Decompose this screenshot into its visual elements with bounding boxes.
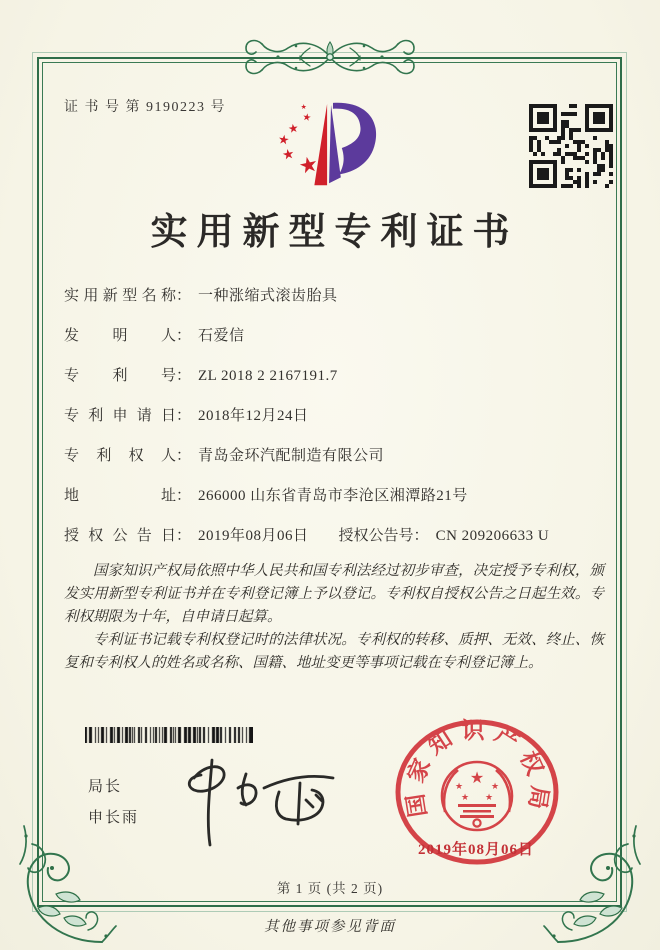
certificate-number: 证 书 号 第 9190223 号 [64,100,226,115]
field-row-patentee: 专利权人： 青岛金环汽配制造有限公司 [64,444,610,484]
star-icon: ★ [484,793,494,803]
legal-text [64,560,604,675]
logo-purple-spike [329,105,341,183]
star-icon: ★ [301,111,313,125]
field-value: 石爱信 [198,328,245,344]
field-row-inventor: 发明人： 石爱信 [64,324,610,364]
seal-text: 国家知识产权局 [401,717,553,819]
star-icon: ★ [280,145,296,164]
signer-title: 局长 [88,778,123,795]
field-label: 专利申请日 [64,408,176,424]
signer-name: 申长雨 [88,809,140,826]
field-label: 地址 [64,488,176,504]
star-icon: ★ [276,132,291,149]
field-value: ZL 2018 2 2167191.7 [198,368,338,384]
body-paragraph: 国家知识产权局依照中华人民共和国专利法经过初步审查，决定授予专利权，颁发实用新型专利证书并在专利登记簿上予以登记。专利权自授权公告之日起生效。专利权期限为十年，自申请日起算。 [64,563,604,625]
field-value: 一种涨缩式滚齿胎具 [198,288,338,304]
grant-no-group: 授权公告号： CN 209206633 U [338,528,550,544]
cnipa-logo [268,97,396,195]
star-icon: ★ [469,768,485,787]
national-emblem [442,762,512,830]
star-icon: ★ [296,151,321,180]
field-value: 2018年12月24日 [198,408,309,424]
field-label: 授权公告号 [338,528,414,544]
star-icon: ★ [460,793,470,803]
field-row-filing-date: 专利申请日： 2018年12月24日 [64,404,610,444]
field-value: 2019年08月06日 [198,528,309,544]
field-list [64,284,610,564]
signer-block [88,771,139,833]
certificate-title: 实用新型专利证书 [150,212,519,253]
qr-code [529,104,613,188]
field-label: 发明人 [64,328,176,344]
field-row-patent-no: 专利号： ZL 2018 2 2167191.7 [64,364,610,404]
star-icon: ★ [287,120,300,137]
signature-shen-changyu [160,748,375,848]
star-icon: ★ [490,782,500,792]
field-label: 专利号 [64,368,176,384]
field-label: 实用新型名称 [64,288,176,304]
seal-date: 2019年08月06日 [417,842,534,858]
star-icon: ★ [300,102,307,111]
star-icon: ★ [454,782,464,792]
barcode [85,727,253,743]
field-label: 专利权人 [64,448,176,464]
page-number: 第 1 页 (共 2 页) [276,881,384,896]
logo-p-swoosh [333,103,376,175]
field-value: CN 209206633 U [435,528,550,544]
body-paragraph: 专利证书记载专利权登记时的法律状况。专利权的转移、质押、无效、终止、恢复和专利权人的姓名或名称、国籍、地址变更等事项记载在专利登记簿上。 [64,632,604,671]
field-row-address: 地址： 266000 山东省青岛市李沧区湘潭路21号 [64,484,610,524]
logo-stars [277,103,321,180]
field-label: 授权公告日 [64,528,176,544]
field-value: 266000 山东省青岛市李沧区湘潭路21号 [198,488,468,504]
field-row-grant: 授权公告日： 2019年08月06日 授权公告号： CN 209206633 U [64,524,610,564]
field-value: 青岛金环汽配制造有限公司 [198,448,385,464]
field-row-name: 实用新型名称： 一种涨缩式滚齿胎具 [64,284,610,324]
footer-note: 其他事项参见背面 [264,919,396,935]
